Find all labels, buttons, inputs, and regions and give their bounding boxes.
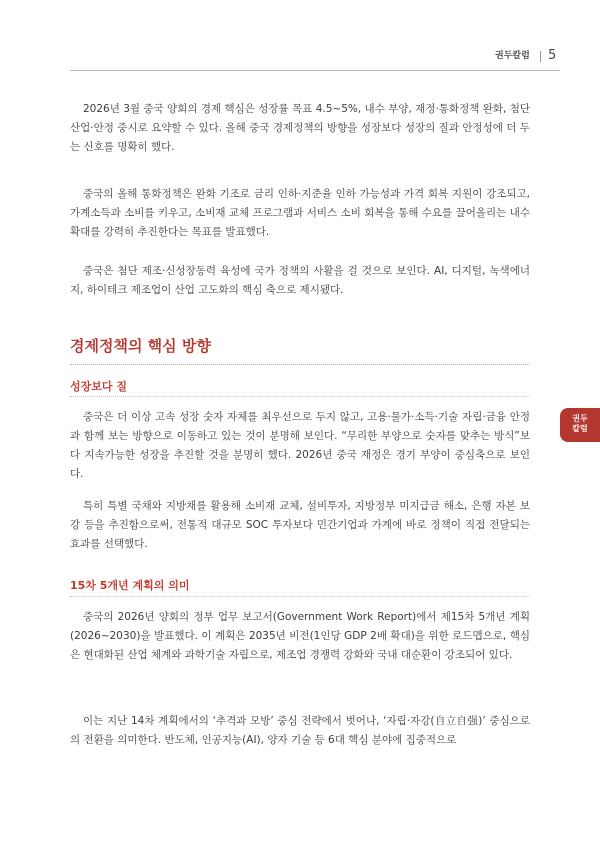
intro-paragraph-1: 2026년 3월 중국 양회의 경제 핵심은 성장률 목표 4.5~5%, 내수 부양, 재정·통화정책 완화, 첨단산업·안정 중시로 요약할 수 있다. 올해 중국 경제정책의 방향을 성장보다 성장의 질과 안정성에 더 두는 신호를 명확히 했다. [70, 103, 530, 153]
subsection-heading-quality: 성장보다 질 [70, 380, 127, 393]
header-rule [70, 70, 560, 71]
intro-paragraph-2: 중국의 올해 통화정책은 완화 기조로 금리 인하·지준율 인하 가능성과 가격 회복 지원이 강조되고, 가계소득과 소비를 키우고, 소비재 교체 프로그램과 서비스 소비 회복을 통해 수요를 끌어올리는 내수 확대를 강력히 추진한다는 목표를 발표했다. [70, 188, 530, 238]
body-paragraph-3: 중국의 2026년 양회의 정부 업무 보고서(Government Work Report)에서 제15차 5개년 계획(2026~2030)을 발표했다. 이 계획은 2035년 비전(1인당 GDP 2배 확대)을 위한 로드맵으로, 핵심은 현대화된 산업 체계와 과학기술 자립으로, 제조업 경쟁력 강화와 국내 대순환이 강조되어 있다. [70, 611, 530, 661]
intro-paragraph-3: 중국은 첨단 제조·신성장동력 육성에 국가 정책의 사활을 걸 것으로 보인다. AI, 디지털, 녹색에너지, 하이테크 제조업이 산업 고도화의 핵심 축으로 제시됐다. [70, 265, 530, 296]
subsection-heading-plan: 15차 5개년 계획의 의미 [70, 579, 190, 592]
body-paragraph-4: 이는 지난 14차 계획에서의 ‘추격과 모방’ 중심 전략에서 벗어나, ‘자립·자강(自立自强)’ 중심으로의 전환을 의미한다. 반도체, 인공지능(AI), 양자 기술 등 6대 핵심 분야에 집중적으로 [70, 715, 530, 746]
side-tab-line1: 권두 [572, 414, 588, 423]
section-side-tab [560, 408, 600, 442]
running-title: 권두칼럼 [495, 51, 530, 61]
subsection-rule-quality [70, 396, 530, 397]
section-heading-rule [70, 364, 530, 365]
subsection-rule-plan [70, 596, 530, 597]
side-tab-line2: 칼럼 [572, 424, 588, 433]
body-paragraph-2: 특히 특별 국채와 지방채를 활용해 소비재 교체, 설비투자, 지방정부 미지급금 해소, 은행 자본 보강 등을 추진함으로써, 전통적 대규모 SOC 투자보다 민간기업과 가계에 바로 정책이 직접 전달되는 효과를 선택했다. [70, 500, 530, 550]
header-separator [540, 51, 541, 62]
page-header [0, 46, 600, 70]
page-number: 5 [548, 48, 557, 63]
section-heading: 경제정책의 핵심 방향 [70, 337, 211, 355]
body-paragraph-1: 중국은 더 이상 고속 성장 숫자 자체를 최우선으로 두지 않고, 고용·물가·소득·기술 자립·금융 안정과 함께 보는 방향으로 이동하고 있는 것이 분명해 보인다. “무리한 부양으로 숫자를 맞추는 방식”보다 지속가능한 성장을 추진할 것을 분명히 했다. 2026년 중국 재정은 경기 부양이 중심축으로 보인다. [70, 411, 530, 480]
